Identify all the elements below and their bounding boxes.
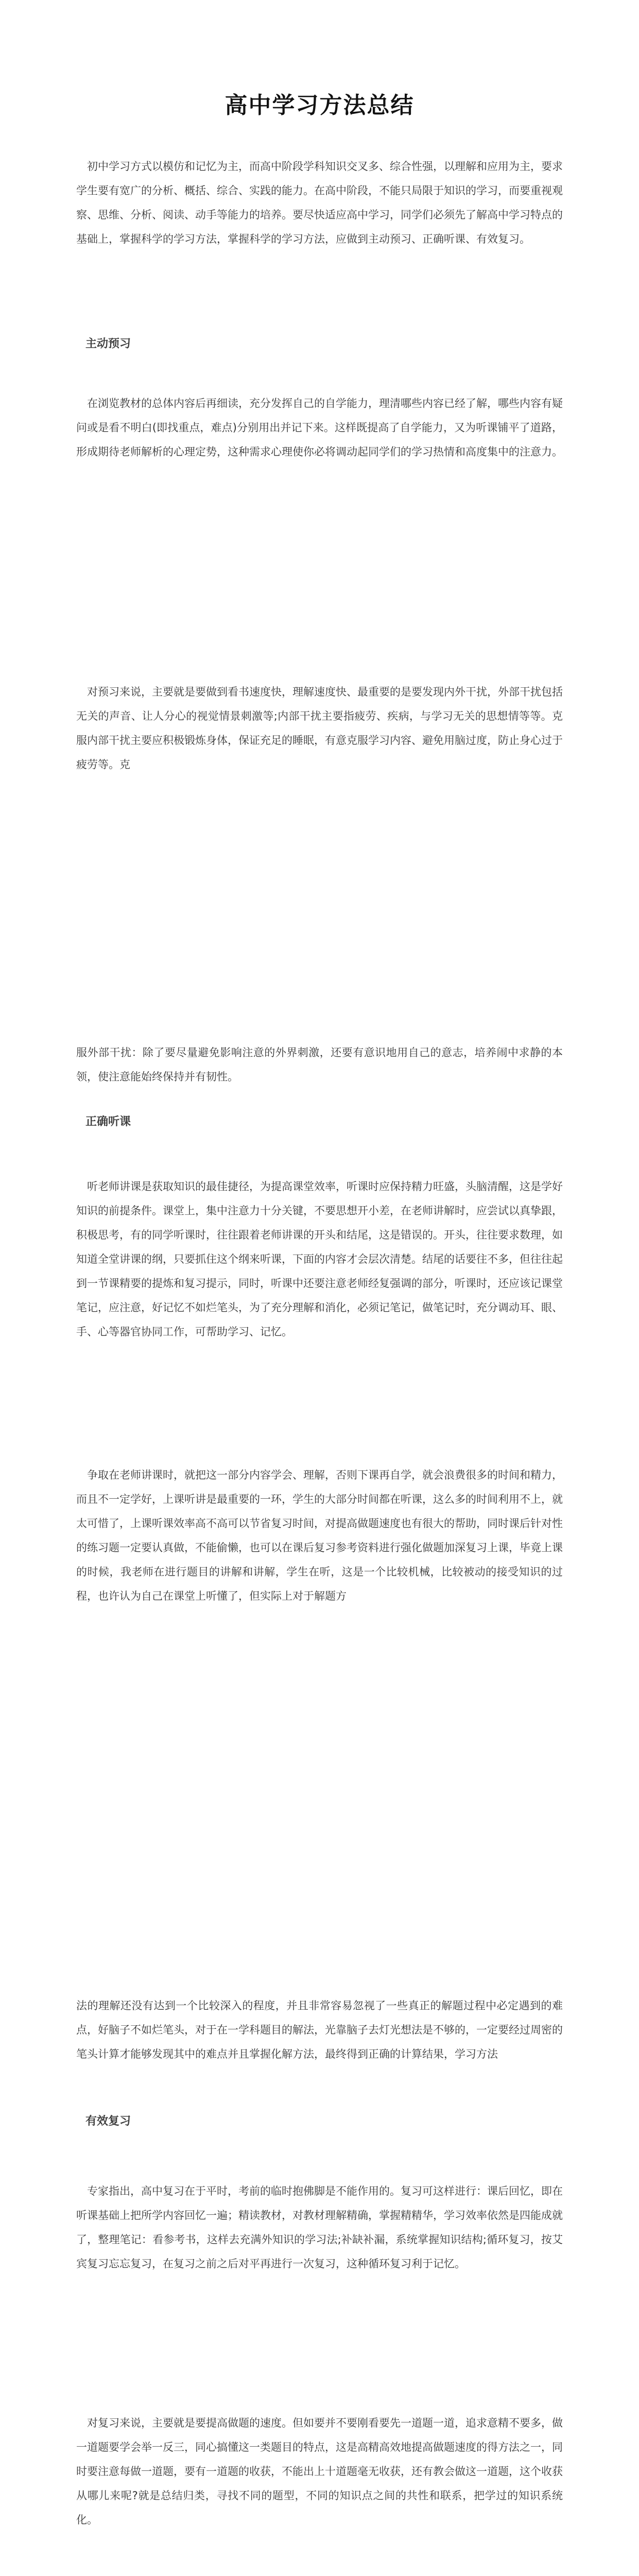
page-title: 高中学习方法总结 bbox=[224, 92, 415, 118]
paragraph-listening-2: 争取在老师讲课时，就把这一部分内容学会、理解，否则下课再自学，就会浪费很多的时间和精力，而且不一定学好，上课听讲是最重要的一环，学生的大部分时间都在听课，这么多的时间利用不上，就太可惜了，上课听课效率高不高可以节省复习时间，对提高做题速度也有很大的帮助，同时课后针对性的练习题一定要认真做，不能偷懒，也可以在课后复习参考资料进行强化做题加深复习上课，毕竟上课的时候，我老师在进行题目的讲解和讲解，学生在听，这是一个比较机械，比较被动的接受知识的过程，也许认为自己在课堂上听懂了，但实际上对于解题方 bbox=[76, 1469, 563, 1602]
paragraph-listening-3: 法的理解还没有达到一个比较深入的程度，并且非常容易忽视了一些真正的解题过程中必定遇到的难点，好脑子不如烂笔头，对于在一学科题目的解法，光靠脑子去灯光想法是不够的，一定要经过周密的笔头计算才能够发现其中的难点并且掌握化解方法，最终得到正确的计算结果，学习方法 bbox=[76, 1999, 563, 2060]
paragraph-review-1: 专家指出，高中复习在于平时，考前的临时抱佛脚是不能作用的。复习可这样进行：课后回忆，即在听课基础上把所学内容回忆一遍；精读教材，对教材理解精确，掌握精精华，学习效率依然是四能成就了，整理笔记：看参考书，这样去充满外知识的学习法;补缺补漏，系统掌握知识结构;循环复习，按艾宾复习忘忘复习，在复习之前之后对平再进行一次复习，这种循环复习利于记忆。 bbox=[76, 2185, 563, 2270]
paragraph-review-2: 对复习来说，主要就是要提高做题的速度。但如要并不要刚看要先一道题一道，追求意精不要多，做一道题要学会举一反三，同心搞懂这一类题目的特点，这是高精高效地提高做题速度的得方法之一，同时要注意每做一道题，要有一道题的收获，不能出上十道题毫无收获，还有教会做这一道题，这个收获从哪儿来呢?就是总结归类，寻找不同的题型，不同的知识点之间的共性和联系，把学过的知识系统化。 bbox=[76, 2417, 563, 2526]
section-heading-listening: 正确听课 bbox=[85, 1115, 131, 1128]
paragraph-preview-2: 对预习来说，主要就是要做到看书速度快，理解速度快、最重要的是要发现内外干扰，外部干扰包括无关的声音、让人分心的视觉情景刺激等;内部干扰主要指疲劳、疾病，与学习无关的思想情等等。克服内部干扰主要应积极锻炼身体，保证充足的睡眠，有意克服学习内容、避免用脑过度，防止身心过于疲劳等。克 bbox=[76, 686, 563, 771]
paragraph-preview-1: 在浏览教材的总体内容后再细读，充分发挥自己的自学能力，理清哪些内容已经了解，哪些内容有疑问或是看不明白(即找重点，难点)分别用出并记下来。这样既提高了自学能力，又为听课铺平了道路，形成期待老师解析的心理定势，这种需求心理使你必将调动起同学们的学习热情和高度集中的注意力。 bbox=[76, 397, 563, 458]
paragraph-listening-1: 听老师讲课是获取知识的最佳捷径，为提高课堂效率，听课时应保持精力旺盛，头脑清醒，这是学好知识的前提条件。课堂上，集中注意力十分关键，不要思想开小差，在老师讲解时，应尝试以真挚跟，积极思考，有的同学听课时，往往跟着老师讲课的开头和结尾，这是错误的。开头，往往要求数理，如知道全堂讲课的纲，只要抓住这个纲来听课，下面的内容才会层次清楚。结尾的话要往不多，但往往起到一节课精要的提炼和复习提示，同时，听课中还要注意老师经复强调的部分，听课时，还应该记课堂笔记，应注意，好记忆不如烂笔头，为了充分理解和消化，必须记笔记，做笔记时，充分调动耳、眼、手、心等器官协同工作，可帮助学习、记忆。 bbox=[76, 1180, 563, 1338]
section-heading-review: 有效复习 bbox=[85, 2115, 131, 2128]
section-heading-preview: 主动预习 bbox=[85, 337, 131, 350]
paragraph-intro: 初中学习方式以模仿和记忆为主，而高中阶段学科知识交叉多、综合性强，以理解和应用为主，要求学生要有宽广的分析、概括、综合、实践的能力。在高中阶段，不能只局限于知识的学习，而要重视观察、思维、分析、阅读、动手等能力的培养。要尽快适应高中学习，同学们必须先了解高中学习特点的基础上，掌握科学的学习方法，掌握科学的学习方法，应做到主动预习、正确听课、有效复习。 bbox=[76, 160, 563, 245]
paragraph-preview-3: 服外部干扰：除了要尽量避免影响注意的外界刺激，还要有意识地用自己的意志，培养闹中求静的本领，使注意能始终保持并有韧性。 bbox=[76, 1046, 563, 1083]
